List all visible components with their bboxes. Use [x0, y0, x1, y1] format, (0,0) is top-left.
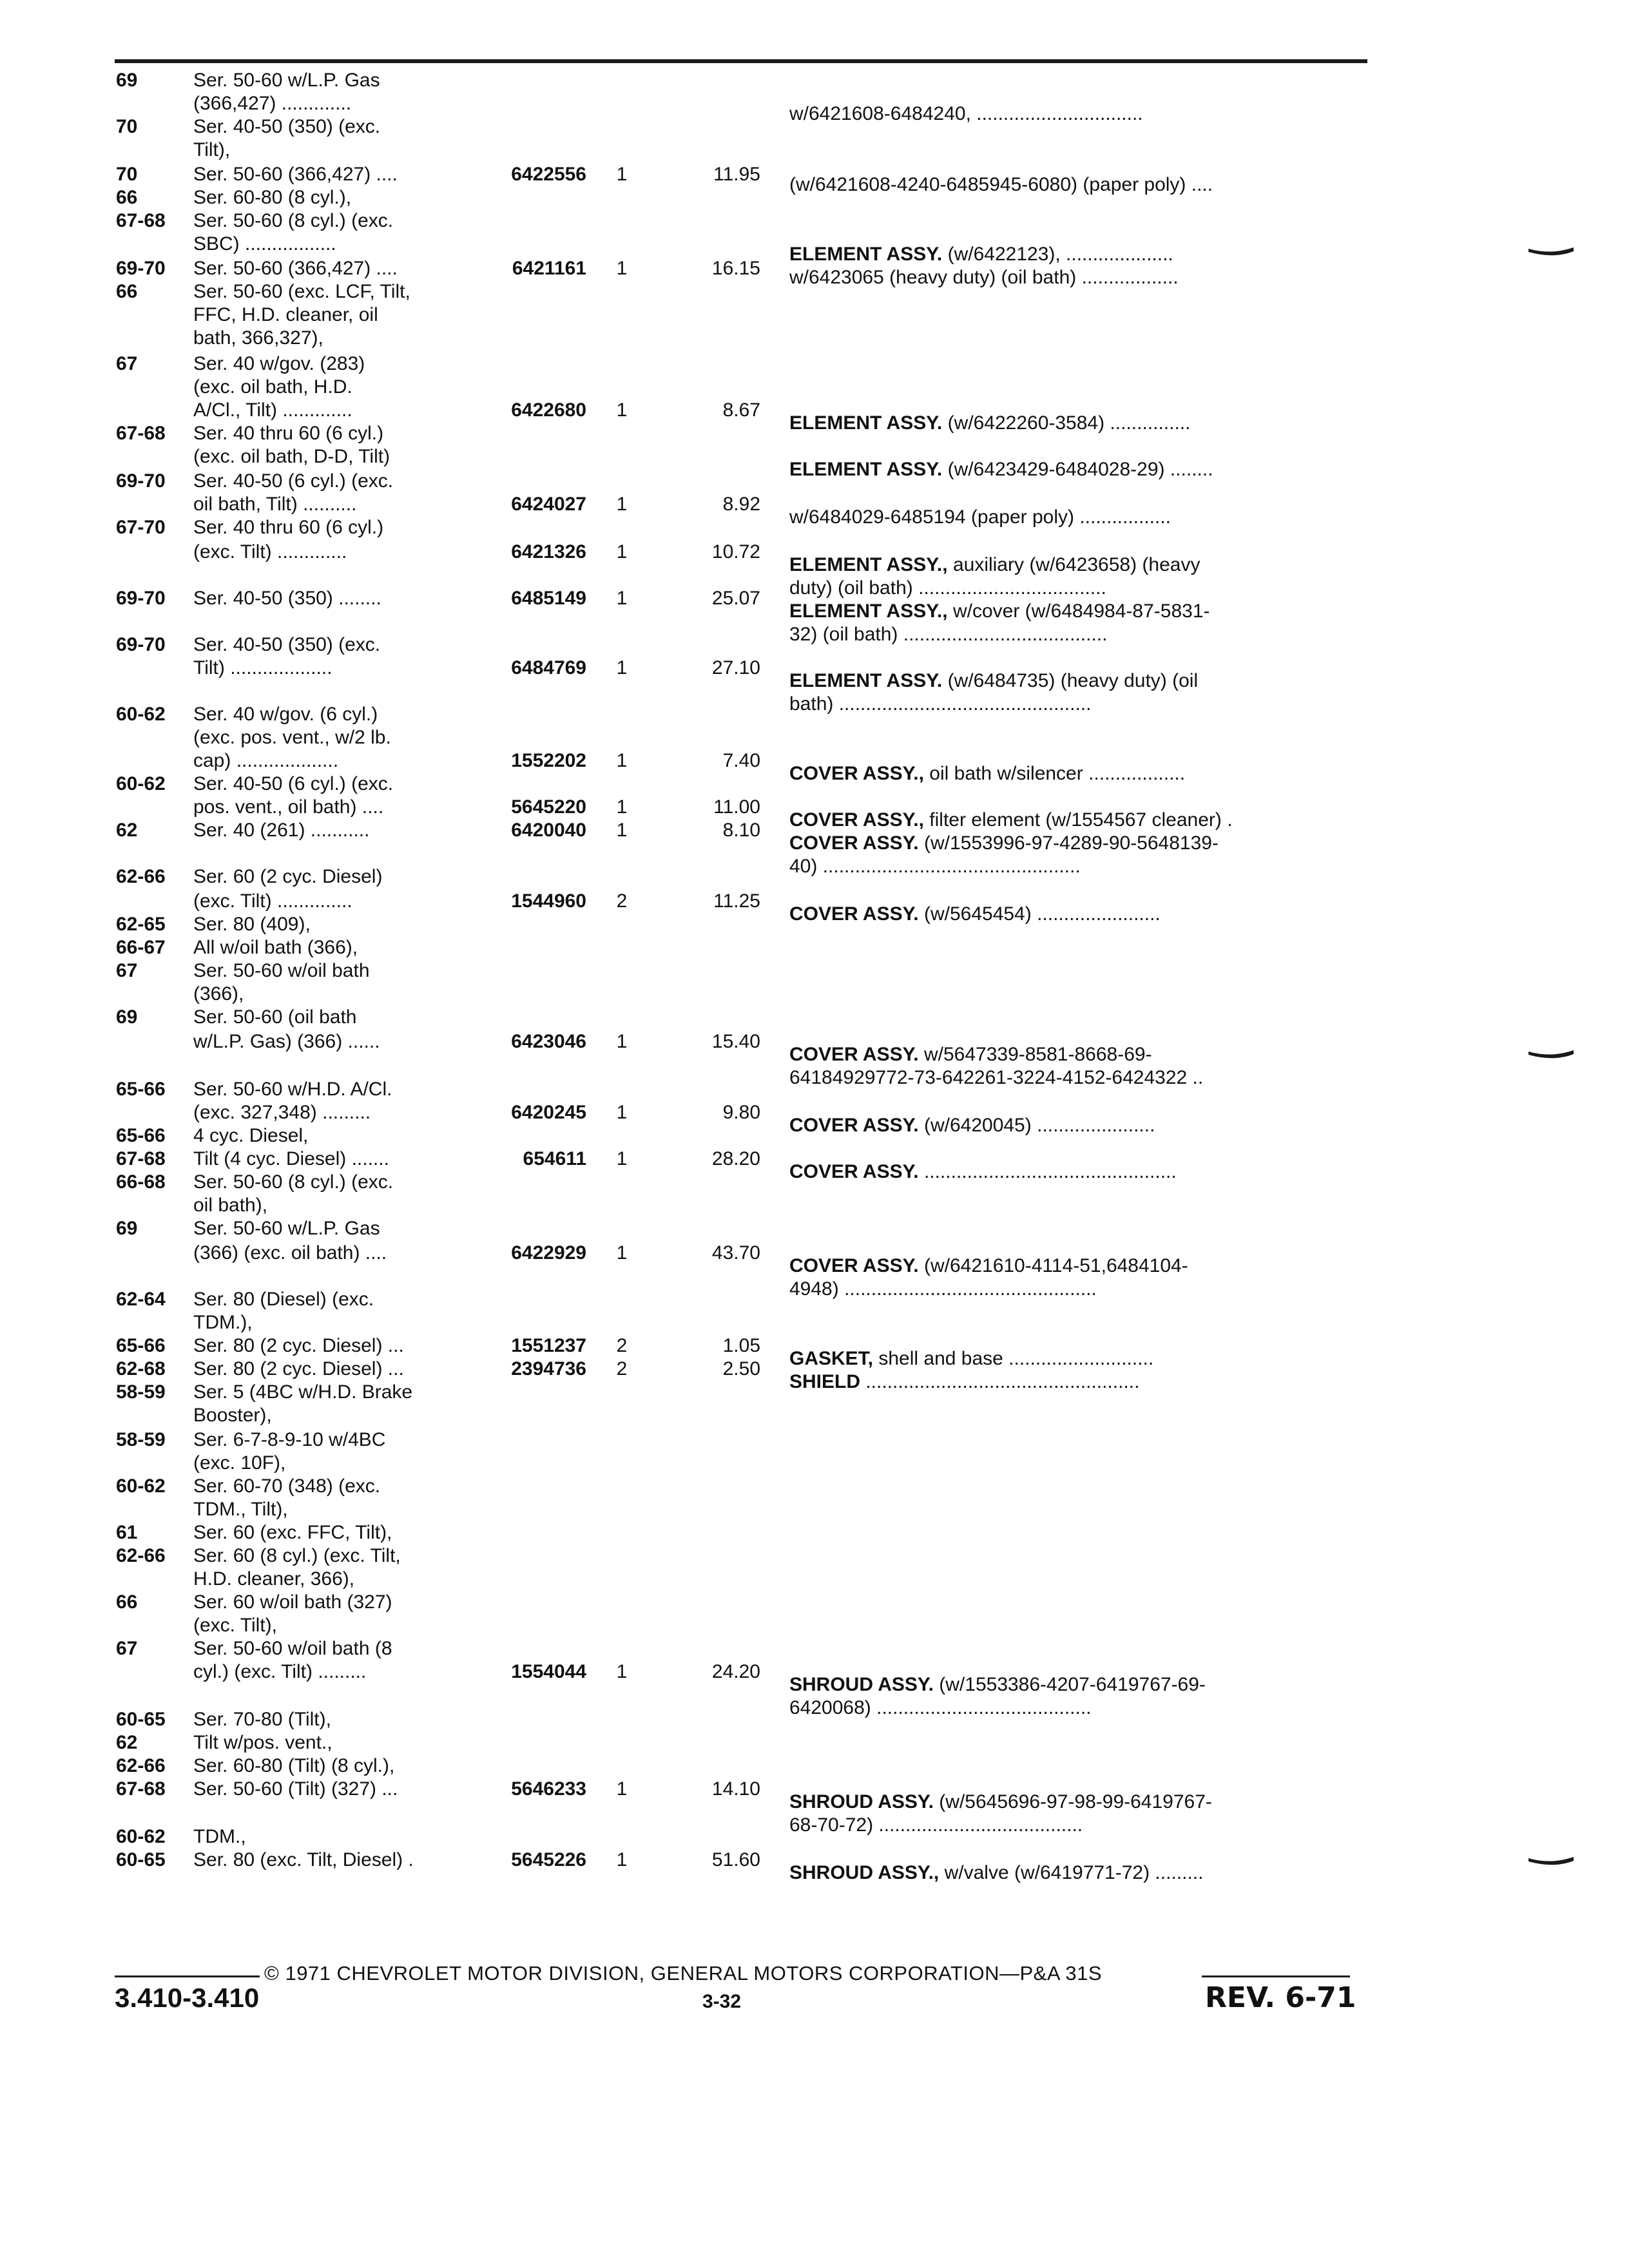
application-text: Ser. 50-60 (366,427) ....: [193, 258, 398, 279]
part-description: [789, 624, 1107, 646]
year-range: 60-65: [116, 1709, 166, 1730]
part-number: 6485149: [511, 588, 586, 609]
year-range: 62: [116, 820, 138, 841]
price: 25.07: [711, 588, 760, 609]
application-text: Ser. 50-60 w/L.P. Gas: [193, 70, 380, 91]
application-text: Tilt),: [193, 139, 231, 160]
description-text: (w/6422123), ....................: [942, 244, 1173, 265]
quantity: 1: [616, 1849, 628, 1870]
description-heading: GASKET,: [789, 1348, 874, 1369]
part-description: [789, 1115, 1155, 1137]
year-range: 69-70: [116, 588, 166, 609]
part-description: [789, 1371, 1139, 1393]
description-text: 40) ................................................: [789, 856, 1081, 877]
description-heading: SHROUD ASSY.,: [789, 1862, 940, 1883]
application-text: Ser. 50-60 (Tilt) (327) ...: [193, 1778, 398, 1800]
part-number: 2394736: [511, 1358, 586, 1379]
application-text: All w/oil bath (366),: [193, 937, 358, 958]
application-text: Ser. 40-50 (350) (exc.: [193, 634, 381, 655]
part-number: 6484769: [511, 657, 586, 678]
application-text: Booster),: [193, 1405, 272, 1426]
part-number: 6420040: [511, 820, 586, 841]
description-text: 6420068) ........................................: [789, 1697, 1092, 1718]
year-range: 66-68: [116, 1171, 166, 1193]
description-heading: COVER ASSY.,: [789, 809, 924, 831]
application-text: (exc. Tilt) ..............: [193, 890, 352, 912]
price: 27.10: [711, 657, 760, 678]
description-heading: COVER ASSY.: [789, 1115, 919, 1136]
application-text: Ser. 80 (409),: [193, 914, 311, 935]
description-heading: SHROUD ASSY.: [789, 1674, 934, 1695]
part-description: [789, 809, 1233, 831]
year-range: 69: [116, 70, 138, 91]
year-range: 67-68: [116, 1778, 166, 1800]
price: 2.50: [722, 1358, 760, 1379]
part-description: [789, 244, 1173, 265]
part-description: [789, 856, 1081, 878]
year-range: 65-66: [116, 1125, 166, 1146]
part-description: [789, 267, 1179, 289]
part-description: [789, 763, 1185, 785]
application-text: Ser. 80 (2 cyc. Diesel) ...: [193, 1358, 404, 1379]
year-range: 70: [116, 164, 138, 185]
margin-punch-mark: [1528, 1856, 1574, 1867]
application-text: Ser. 40-50 (350) ........: [193, 588, 381, 609]
application-text: TDM.,: [193, 1826, 246, 1847]
part-description: [789, 1862, 1203, 1884]
application-text: Ser. 80 (exc. Tilt, Diesel) .: [193, 1849, 414, 1870]
part-number: 1552202: [511, 750, 586, 771]
quantity: 1: [616, 541, 628, 562]
footer-revision: REV. 6-71: [1205, 1981, 1356, 2014]
application-text: Ser. 40 (261) ...........: [193, 820, 370, 841]
description-heading: COVER ASSY.,: [789, 763, 924, 784]
part-number: 5645226: [511, 1849, 586, 1870]
application-text: Tilt) ...................: [193, 657, 333, 678]
application-text: Ser. 60-70 (348) (exc.: [193, 1475, 381, 1497]
description-text: (w/6484735) (heavy duty) (oil: [942, 670, 1199, 691]
part-number: 6422556: [511, 164, 586, 185]
price: 28.20: [711, 1148, 760, 1169]
part-description: [789, 1161, 1177, 1183]
description-heading: ELEMENT ASSY.: [789, 670, 943, 691]
application-text: Ser. 6-7-8-9-10 w/4BC: [193, 1429, 386, 1450]
description-text: ...............................................: [918, 1161, 1177, 1182]
part-description: [789, 554, 1200, 576]
quantity: 1: [616, 1242, 628, 1264]
description-text: (w/6421610-4114-51,6484104-: [918, 1255, 1188, 1276]
quantity: 1: [616, 494, 628, 515]
quantity: 1: [616, 164, 628, 185]
description-text: (w/1553996-97-4289-90-5648139-: [918, 832, 1219, 854]
application-text: Ser. 50-60 (366,427) ....: [193, 164, 398, 185]
part-number: 6423046: [511, 1031, 586, 1052]
application-text: Ser. 80 (2 cyc. Diesel) ...: [193, 1335, 404, 1356]
application-text: Ser. 60 w/oil bath (327): [193, 1591, 392, 1613]
year-range: 66-67: [116, 937, 166, 958]
part-number: 1544960: [511, 890, 586, 912]
application-text: Ser. 40 w/gov. (283): [193, 353, 365, 374]
quantity: 1: [616, 657, 628, 678]
part-description: [789, 174, 1213, 196]
application-text: Ser. 40 thru 60 (6 cyl.): [193, 517, 384, 538]
description-text: 68-70-72) ......................................: [789, 1814, 1083, 1836]
application-text: (exc. 10F),: [193, 1452, 286, 1474]
margin-punch-mark: [1528, 246, 1574, 258]
application-text: Ser. 50-60 (8 cyl.) (exc.: [193, 210, 394, 231]
part-description: [789, 103, 1143, 125]
application-text: (exc. oil bath, D-D, Tilt): [193, 446, 390, 467]
quantity: 2: [616, 1335, 628, 1356]
part-description: [789, 1814, 1083, 1836]
price: 16.15: [711, 258, 760, 279]
quantity: 1: [616, 1148, 628, 1169]
year-range: 65-66: [116, 1079, 166, 1100]
year-range: 69-70: [116, 258, 166, 279]
description-heading: ELEMENT ASSY.,: [789, 601, 948, 622]
application-text: (exc. Tilt),: [193, 1615, 278, 1636]
year-range: 60-62: [116, 1475, 166, 1497]
part-number: 6422929: [511, 1242, 586, 1264]
description-text: (w/1553386-4207-6419767-69-: [933, 1674, 1206, 1695]
application-text: Ser. 60-80 (Tilt) (8 cyl.),: [193, 1755, 395, 1776]
description-text: (w/6420045) ......................: [918, 1115, 1155, 1136]
part-number: 6424027: [511, 494, 586, 515]
year-range: 62-68: [116, 1358, 166, 1379]
application-text: Ser. 60-80 (8 cyl.),: [193, 187, 352, 208]
quantity: 1: [616, 750, 628, 771]
application-text: Ser. 60 (exc. FFC, Tilt),: [193, 1522, 392, 1543]
year-range: 62-66: [116, 1755, 166, 1776]
description-text: 32) (oil bath) ......................................: [789, 624, 1108, 645]
part-description: [789, 459, 1213, 481]
part-description: [789, 1791, 1212, 1813]
price: 15.40: [711, 1031, 760, 1052]
part-number: 6420245: [511, 1102, 586, 1123]
application-text: Ser. 60 (8 cyl.) (exc. Tilt,: [193, 1545, 401, 1566]
description-heading: SHROUD ASSY.: [789, 1791, 934, 1812]
year-range: 62-64: [116, 1289, 166, 1310]
quantity: 2: [616, 1358, 628, 1379]
application-text: Ser. 50-60 w/oil bath (8: [193, 1638, 392, 1659]
application-text: A/Cl., Tilt) .............: [193, 399, 352, 421]
application-text: Ser. 80 (Diesel) (exc.: [193, 1289, 374, 1310]
description-text: shell and base ...........................: [873, 1348, 1154, 1369]
quantity: 1: [616, 796, 628, 818]
application-text: cap) ...................: [193, 750, 339, 771]
part-description: [789, 1697, 1092, 1719]
application-text: Ser. 50-60 (oil bath: [193, 1006, 357, 1028]
application-text: bath, 366,327),: [193, 327, 323, 349]
description-heading: COVER ASSY.: [789, 832, 919, 854]
description-heading: SHIELD: [789, 1371, 861, 1392]
footer-rule-left: [115, 1975, 260, 1977]
part-description: [789, 693, 1091, 715]
description-text: ...................................................: [860, 1371, 1140, 1392]
application-text: pos. vent., oil bath) ....: [193, 796, 384, 818]
part-description: [789, 577, 1106, 599]
application-text: (exc. 327,348) .........: [193, 1102, 371, 1123]
application-text: oil bath),: [193, 1195, 268, 1216]
description-heading: COVER ASSY.: [789, 1044, 919, 1065]
description-heading: ELEMENT ASSY.: [789, 244, 943, 265]
application-text: Ser. 50-60 w/L.P. Gas: [193, 1218, 380, 1239]
application-text: 4 cyc. Diesel,: [193, 1125, 309, 1146]
description-text: (w/6422260-3584) ...............: [942, 412, 1191, 434]
application-text: Ser. 70-80 (Tilt),: [193, 1709, 331, 1730]
part-description: [789, 1674, 1206, 1696]
description-text: w/6421608-6484240, ...............................: [789, 103, 1143, 124]
part-description: [789, 1348, 1153, 1370]
year-range: 60-65: [116, 1849, 166, 1870]
price: 8.10: [722, 820, 760, 841]
price: 51.60: [711, 1849, 760, 1870]
year-range: 70: [116, 116, 138, 137]
application-text: Ser. 40-50 (6 cyl.) (exc.: [193, 773, 394, 794]
application-text: (366,427) .............: [193, 93, 352, 114]
part-description: [789, 1255, 1188, 1277]
footer-rule-right: [1202, 1975, 1350, 1977]
part-description: [789, 832, 1219, 854]
price: 1.05: [722, 1335, 760, 1356]
year-range: 62-66: [116, 1545, 166, 1566]
description-heading: ELEMENT ASSY.,: [789, 554, 948, 575]
application-text: Ser. 50-60 (exc. LCF, Tilt,: [193, 281, 410, 302]
part-description: [789, 903, 1161, 925]
description-heading: ELEMENT ASSY.: [789, 412, 943, 434]
part-description: [789, 670, 1198, 692]
part-number: 654611: [523, 1148, 586, 1169]
quantity: 1: [616, 258, 628, 279]
year-range: 66: [116, 1591, 138, 1613]
quantity: 1: [616, 1661, 628, 1682]
description-text: w/6423065 (heavy duty) (oil bath) ..................: [789, 267, 1179, 288]
application-text: (366),: [193, 983, 244, 1004]
application-text: Ser. 50-60 w/oil bath: [193, 960, 370, 981]
application-text: Ser. 40 w/gov. (6 cyl.): [193, 704, 378, 725]
quantity: 1: [616, 1778, 628, 1800]
price: 11.00: [713, 796, 760, 818]
application-text: H.D. cleaner, 366),: [193, 1568, 355, 1590]
application-text: (exc. pos. vent., w/2 lb.: [193, 727, 391, 748]
year-range: 61: [116, 1522, 138, 1543]
price: 8.67: [722, 399, 760, 421]
part-number: 1554044: [511, 1661, 586, 1682]
year-range: 67-68: [116, 1148, 166, 1169]
part-description: [789, 601, 1210, 622]
top-rule: [115, 59, 1367, 63]
application-text: SBC) .................: [193, 233, 336, 255]
part-description: [789, 1067, 1203, 1089]
price: 7.40: [722, 750, 760, 771]
description-heading: ELEMENT ASSY.: [789, 459, 943, 480]
part-description: [789, 506, 1171, 528]
price: 24.20: [711, 1661, 760, 1682]
description-text: bath) ...............................................: [789, 693, 1092, 715]
application-text: Tilt w/pos. vent.,: [193, 1732, 333, 1753]
part-description: [789, 412, 1190, 434]
application-text: oil bath, Tilt) ..........: [193, 494, 357, 515]
description-text: 64184929772-73-642261-3224-4152-6424322 ..: [789, 1067, 1204, 1088]
price: 43.70: [711, 1242, 760, 1264]
year-range: 67-68: [116, 423, 166, 444]
price: 11.95: [713, 164, 760, 185]
footer-copyright: © 1971 CHEVROLET MOTOR DIVISION, GENERAL MOTORS CORPORATION—P&A 31S: [264, 1962, 1103, 1984]
year-range: 60-62: [116, 1826, 166, 1847]
year-range: 65-66: [116, 1335, 166, 1356]
price: 9.80: [722, 1102, 760, 1123]
year-range: 69: [116, 1218, 138, 1239]
year-range: 60-62: [116, 773, 166, 794]
description-heading: COVER ASSY.: [789, 903, 919, 925]
application-text: FFC, H.D. cleaner, oil: [193, 304, 378, 325]
description-text: w/valve (w/6419771-72) .........: [939, 1862, 1204, 1883]
year-range: 67-70: [116, 517, 166, 538]
quantity: 1: [616, 1102, 628, 1123]
year-range: 67-68: [116, 210, 166, 231]
description-text: (w/5645454) .......................: [918, 903, 1161, 925]
year-range: 58-59: [116, 1381, 166, 1403]
part-number: 1551237: [511, 1335, 586, 1356]
margin-punch-mark: [1528, 1049, 1574, 1061]
application-text: cyl.) (exc. Tilt) .........: [193, 1661, 367, 1682]
application-text: Ser. 50-60 (8 cyl.) (exc.: [193, 1171, 394, 1193]
year-range: 69-70: [116, 470, 166, 492]
year-range: 62-66: [116, 866, 166, 887]
price: 10.72: [711, 541, 760, 562]
description-text: (w/6423429-6484028-29) ........: [942, 459, 1213, 480]
year-range: 58-59: [116, 1429, 166, 1450]
price: 14.10: [711, 1778, 760, 1800]
application-text: Ser. 40 thru 60 (6 cyl.): [193, 423, 384, 444]
description-text: oil bath w/silencer ..................: [923, 763, 1186, 784]
year-range: 62-65: [116, 914, 166, 935]
quantity: 1: [616, 399, 628, 421]
description-text: filter element (w/1554567 cleaner) .: [923, 809, 1233, 831]
quantity: 1: [616, 820, 628, 841]
quantity: 1: [616, 1031, 628, 1052]
description-text: w/6484029-6485194 (paper poly) .................: [789, 506, 1171, 528]
application-text: TDM., Tilt),: [193, 1499, 288, 1520]
year-range: 67: [116, 960, 138, 981]
year-range: 67: [116, 1638, 138, 1659]
application-text: w/L.P. Gas) (366) ......: [193, 1031, 380, 1052]
application-text: Ser. 40-50 (6 cyl.) (exc.: [193, 470, 394, 492]
footer-page-number: 3-32: [702, 1991, 742, 2012]
description-text: w/cover (w/6484984-87-5831-: [947, 601, 1210, 622]
year-range: 69: [116, 1006, 138, 1028]
year-range: 62: [116, 1732, 138, 1753]
description-heading: COVER ASSY.: [789, 1161, 919, 1182]
part-number: 6421326: [511, 541, 586, 562]
footer-section-code: 3.410-3.410: [115, 1983, 260, 2013]
quantity: 1: [616, 588, 628, 609]
part-number: 5645220: [511, 796, 586, 818]
part-number: 5646233: [511, 1778, 586, 1800]
quantity: 2: [616, 890, 628, 912]
year-range: 66: [116, 281, 138, 302]
application-text: Ser. 60 (2 cyc. Diesel): [193, 866, 383, 887]
description-text: auxiliary (w/6423658) (heavy: [947, 554, 1200, 575]
application-text: (366) (exc. oil bath) ....: [193, 1242, 387, 1264]
description-text: 4948) ...............................................: [789, 1278, 1097, 1300]
part-description: [789, 1278, 1097, 1300]
price: 8.92: [722, 494, 760, 515]
application-text: (exc. oil bath, H.D.: [193, 376, 352, 398]
application-text: Ser. 40-50 (350) (exc.: [193, 116, 381, 137]
description-text: duty) (oil bath) ...................................: [789, 577, 1106, 599]
application-text: Ser. 5 (4BC w/H.D. Brake: [193, 1381, 413, 1403]
year-range: 66: [116, 187, 138, 208]
price: 11.25: [713, 890, 760, 912]
application-text: Ser. 50-60 w/H.D. A/Cl.: [193, 1079, 392, 1100]
year-range: 67: [116, 353, 138, 374]
part-number: 6421161: [512, 258, 586, 279]
application-text: TDM.),: [193, 1312, 253, 1333]
year-range: 69-70: [116, 634, 166, 655]
part-number: 6422680: [511, 399, 586, 421]
application-text: Tilt (4 cyc. Diesel) .......: [193, 1148, 389, 1169]
application-text: (exc. Tilt) .............: [193, 541, 347, 562]
year-range: 60-62: [116, 704, 166, 725]
description-text: (w/5645696-97-98-99-6419767-: [933, 1791, 1212, 1812]
part-description: [789, 1044, 1152, 1066]
description-heading: COVER ASSY.: [789, 1255, 919, 1276]
description-text: (w/6421608-4240-6485945-6080) (paper poly) ....: [789, 174, 1213, 195]
description-text: w/5647339-8581-8668-69-: [918, 1044, 1152, 1065]
